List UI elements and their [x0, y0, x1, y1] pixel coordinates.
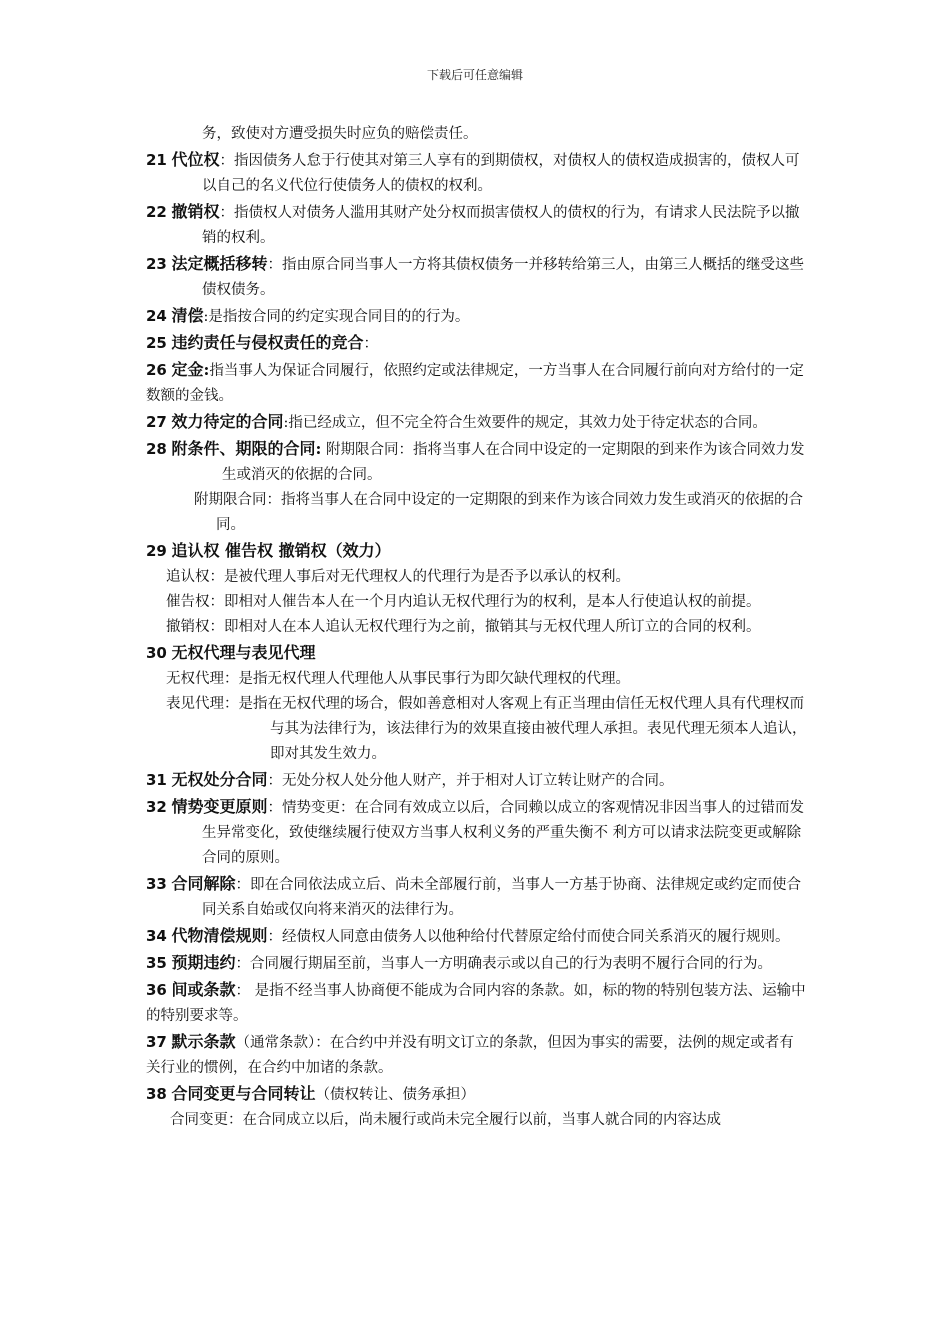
entry-29-ratify: 追认权：是被代理人事后对无代理权人的代理行为是否予以承认的权利。 — [166, 569, 630, 585]
entry-27: 27 效力待定的合同:指已经成立，但不完全符合生效要件的规定，其效力处于待定状态的合同。 — [146, 412, 767, 431]
entry-31: 31 无权处分合同：无处分权人处分他人财产，并于相对人订立转让财产的合同。 — [146, 770, 674, 789]
continuation-line: 务，致使对方遭受损失时应负的赔偿责任。 — [202, 126, 478, 142]
entry-38-change: 合同变更：在合同成立以后，尚未履行或尚未完全履行以前，当事人就合同的内容达成 — [170, 1112, 721, 1128]
entry-32: 32 情势变更原则：情势变更：在合同有效成立以后，合同赖以成立的客观情况非因当事人的过错而发生异常变化，致使继续履行使双方当事人权利义务的严重失衡不 利方可以请求法院变更或解除合同的原则。 — [146, 797, 804, 866]
entry-30-apparent: 表见代理：是指在无权代理的场合，假如善意相对人客观上有正当理由信任无权代理人具有代理权而与其为法律行为，该法律行为的效果直接由被代理人承担。表见代理无须本人追认，即对其发生效力。 — [166, 696, 807, 762]
entry-29-revoke: 撤销权：即相对人在本人追认无权代理行为之前，撤销其与无权代理人所订立的合同的权利。 — [166, 619, 761, 635]
entry-34: 34 代物清偿规则：经债权人同意由债务人以他种给付代替原定给付而使合同关系消灭的履行规则。 — [146, 926, 790, 945]
entry-30-unauthorized: 无权代理：是指无权代理人代理他人从事民事行为即欠缺代理权的代理。 — [166, 671, 630, 687]
page-header: 下载后可任意编辑 — [426, 68, 523, 82]
entry-30: 30 无权代理与表见代理 — [146, 643, 316, 662]
entry-35: 35 预期违约：合同履行期届至前，当事人一方明确表示或以自己的行为表明不履行合同的行为。 — [146, 953, 772, 972]
entry-22: 22 撤销权：指债权人对债务人滥用其财产处分权而损害债权人的债权的行为，有请求人民法院予以撤销的权利。 — [146, 202, 800, 246]
entry-37: 37 默示条款（通常条款）：在合约中并没有明文订立的条款，但因为事实的需要，法例的规定或者有关行业的惯例，在合约中加诸的条款。 — [146, 1032, 794, 1076]
entry-28-sub: 附期限合同：指将当事人在合同中设定的一定期限的到来作为该合同效力发生或消灭的依据的合同。 — [194, 492, 803, 533]
entry-33: 33 合同解除：即在合同依法成立后、尚未全部履行前，当事人一方基于协商、法律规定或约定而使合同关系自始或仅向将来消灭的法律行为。 — [146, 874, 801, 918]
entry-24: 24 清偿:是指按合同的约定实现合同目的的行为。 — [146, 306, 470, 325]
entry-28: 28 附条件、期限的合同: 附期限合同：指将当事人在合同中设定的一定期限的到来作为该合同效力发生或消灭的依据的合同。 — [146, 439, 805, 483]
entry-21: 21 代位权：指因债务人怠于行使其对第三人享有的到期债权，对债权人的债权造成损害的，债权人可以自己的名义代位行使债务人的债权的权利。 — [146, 150, 800, 194]
entry-29-notice: 催告权：即相对人催告本人在一个月内追认无权代理行为的权利，是本人行使追认权的前提。 — [166, 594, 761, 610]
entry-23: 23 法定概括移转：指由原合同当事人一方将其债权债务一并移转给第三人，由第三人概括的继受这些债权债务。 — [146, 254, 804, 298]
entry-36: 36 间或条款： 是指不经当事人协商便不能成为合同内容的条款。如，标的物的特别包装方法、运输中的特别要求等。 — [146, 980, 806, 1024]
entry-25: 25 违约责任与侵权责任的竞合： — [146, 333, 378, 352]
entry-38: 38 合同变更与合同转让（债权转让、债务承担） — [146, 1084, 475, 1103]
entry-29: 29 追认权 催告权 撤销权（效力） — [146, 541, 391, 560]
document-body — [146, 122, 808, 1133]
entry-26: 26 定金:指当事人为保证合同履行，依照约定或法律规定，一方当事人在合同履行前向对方给付的一定数额的金钱。 — [146, 360, 804, 404]
